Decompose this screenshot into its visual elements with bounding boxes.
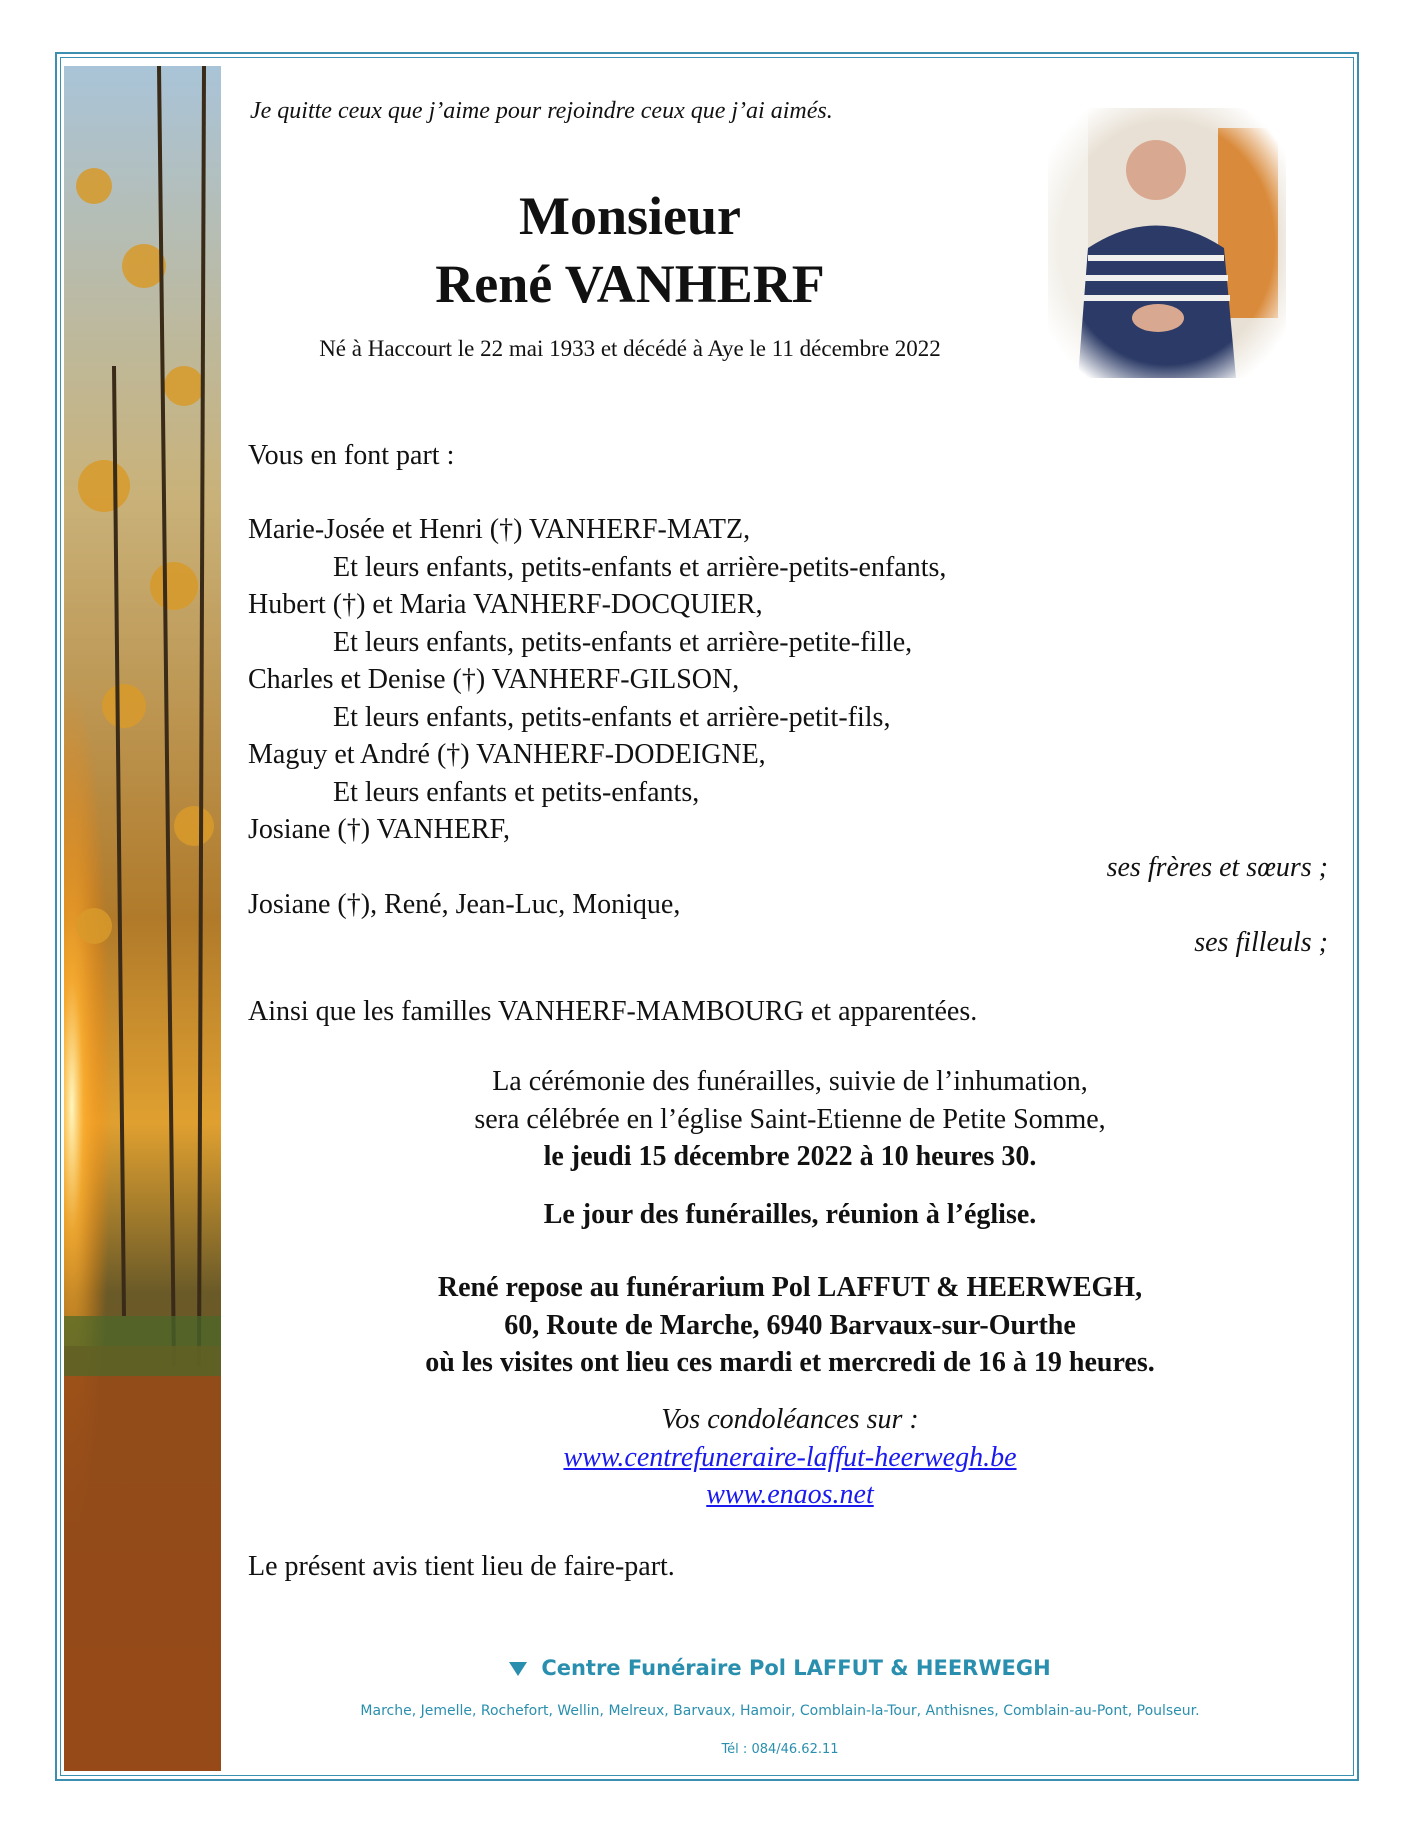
portrait-photo [1048, 108, 1286, 378]
deceased-name: René VANHERF [435, 254, 825, 314]
family-line: Et leurs enfants, petits-enfants et arrière-petite-fille, [333, 626, 913, 658]
reunion-info: Le jour des funérailles, réunion à l’église. [543, 1199, 1037, 1230]
footer-company [250, 1656, 1310, 1680]
family-line: Josiane (†), René, Jean-Luc, Monique, [248, 889, 681, 920]
footer-locations: Marche, Jemelle, Rochefort, Wellin, Melreux, Barvaux, Hamoir, Comblain-la-Tour, Anthisnes, Comblain-au-Pont, Poulseur. [360, 1703, 1200, 1719]
relation-label: ses filleuls ; [1194, 926, 1328, 958]
family-line: Et leurs enfants, petits-enfants et arrière-petits-enfants, [333, 551, 947, 583]
family-list [248, 511, 1328, 961]
title-honorific: Monsieur [519, 186, 741, 246]
family-line: Josiane (†) VANHERF, [248, 814, 510, 845]
triangle-down-icon [509, 1662, 527, 1676]
ceremony-line: La cérémonie des funérailles, suivie de l’inhumation, [492, 1066, 1088, 1097]
ceremony-line: sera célébrée en l’église Saint-Etienne de Petite Somme, [474, 1103, 1106, 1135]
funerarium-info [300, 1269, 1280, 1382]
ceremony-datetime: le jeudi 15 décembre 2022 à 10 heures 30. [543, 1141, 1037, 1172]
family-line: Marie-Josée et Henri (†) VANHERF-MATZ, [248, 514, 751, 545]
epitaph-quote: Je quitte ceux que j’aime pour rejoindre ceux que j’ai aimés. [250, 98, 833, 124]
family-line: Maguy et André (†) VANHERF-DODEIGNE, [248, 739, 766, 770]
family-line: Et leurs enfants et petits-enfants, [333, 776, 700, 808]
other-families: Ainsi que les familles VANHERF-MAMBOURG et apparentées. [248, 996, 978, 1027]
footer-phone: Tél : 084/46.62.11 [721, 1742, 839, 1757]
condolences-label: Vos condoléances sur : [661, 1404, 919, 1435]
family-line: Charles et Denise (†) VANHERF-GILSON, [248, 664, 740, 695]
family-line: Hubert (†) et Maria VANHERF-DOCQUIER, [248, 589, 763, 620]
funerarium-address: 60, Route de Marche, 6940 Barvaux-sur-Ourthe [504, 1309, 1076, 1341]
condolences-link-funeral-center[interactable]: www.centrefuneraire-laffut-heerwegh.be [563, 1441, 1017, 1473]
visiting-hours: où les visites ont lieu ces mardi et mercredi de 16 à 19 heures. [425, 1347, 1155, 1378]
funerarium-line: René repose au funérarium Pol LAFFUT & HEERWEGH, [437, 1272, 1143, 1303]
announcement-intro: Vous en font part : [248, 440, 455, 471]
notice-text: Le présent avis tient lieu de faire-part. [248, 1551, 675, 1582]
condolences-block [300, 1401, 1280, 1514]
footer-company-name: Centre Funéraire Pol LAFFUT & HEERWEGH [541, 1656, 1051, 1680]
birth-death-dates: Né à Haccourt le 22 mai 1933 et décédé à Aye le 11 décembre 2022 [319, 336, 941, 361]
family-line: Et leurs enfants, petits-enfants et arrière-petit-fils, [333, 701, 891, 733]
ceremony-info [300, 1063, 1280, 1176]
autumn-forest-image [64, 66, 221, 1771]
relation-label: ses frères et sœurs ; [1106, 851, 1328, 883]
condolences-link-enaos[interactable]: www.enaos.net [706, 1479, 874, 1510]
